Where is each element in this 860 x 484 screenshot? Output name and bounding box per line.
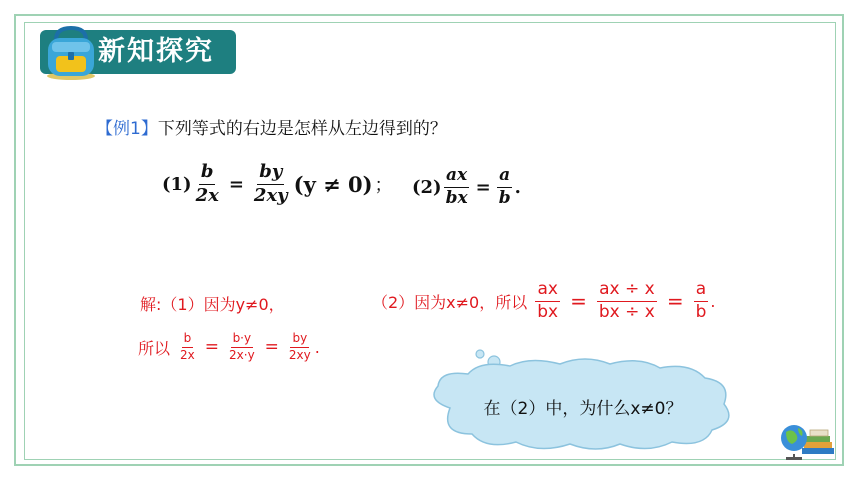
- sol1-f1-numerator: b: [182, 332, 194, 348]
- eq1-lhs-fraction: [194, 162, 221, 206]
- eq1-index: (1): [162, 173, 192, 195]
- question-line: [96, 114, 447, 139]
- solution-line-2: [138, 332, 320, 363]
- cloud-text-box: [438, 368, 728, 444]
- sol1-f1-denominator: 2x: [180, 347, 195, 362]
- sol1-fraction-1: [178, 332, 197, 363]
- eq1-equals: =: [228, 173, 244, 195]
- eq2-lhs-fraction: [444, 166, 470, 208]
- eq2-rhs-denominator: b: [498, 187, 511, 208]
- sol2-fraction-2: [597, 280, 657, 322]
- sol2-f2-denominator: bx ÷ x: [598, 301, 655, 322]
- solution-line-1: 解:（1）因为y≠0，: [140, 295, 285, 314]
- globe-books-icon: [780, 420, 836, 460]
- eq2-end: .: [514, 176, 521, 198]
- backpack-icon: [40, 22, 102, 80]
- eq2-rhs-numerator: a: [497, 166, 512, 188]
- equation-1: [162, 162, 393, 206]
- solution-part-2-prefix: （2）因为x≠0，所以: [372, 292, 528, 312]
- sol1-end: .: [314, 337, 320, 357]
- sol2-f3-numerator: a: [694, 280, 708, 302]
- eq2-index: (2): [412, 176, 442, 198]
- eq1-lhs-numerator: b: [199, 162, 216, 185]
- sol1-fraction-2: [227, 332, 257, 363]
- sol2-f1-denominator: bx: [537, 301, 559, 322]
- sol1-f2-denominator: 2x·y: [229, 347, 255, 362]
- equation-2: [412, 166, 521, 208]
- sol1-equals-1: =: [204, 337, 220, 358]
- eq2-lhs-denominator: bx: [445, 187, 468, 208]
- question-text: 下列等式的右边是怎样从左边得到的？: [157, 119, 447, 139]
- eq2-rhs-fraction: [497, 166, 513, 208]
- page-title: 新知探究: [98, 36, 214, 67]
- sol2-f1-numerator: ax: [535, 280, 559, 302]
- sol1-fraction-3: [287, 332, 313, 363]
- sol1-equals-2: =: [264, 337, 279, 358]
- sol1-f2-numerator: b·y: [231, 332, 254, 348]
- sol2-fraction-1: [535, 280, 560, 322]
- sol1-f3-numerator: by: [290, 332, 309, 348]
- sol2-equals-1: =: [570, 289, 587, 314]
- sol2-equals-2: =: [666, 289, 684, 314]
- eq1-condition: (y ≠ 0): [293, 171, 373, 197]
- sol1-f3-denominator: 2xy: [288, 347, 311, 362]
- solution-line-2-prefix: 所以: [138, 338, 171, 358]
- eq1-rhs-denominator: 2xy: [253, 184, 288, 206]
- eq1-rhs-numerator: by: [257, 162, 284, 185]
- eq1-end: ；: [374, 175, 393, 197]
- sol2-fraction-3: [694, 280, 709, 322]
- eq2-equals: =: [475, 176, 491, 198]
- eq1-lhs-denominator: 2x: [195, 184, 219, 206]
- sol2-f3-denominator: b: [695, 301, 707, 322]
- sol2-end: .: [710, 291, 716, 311]
- eq2-lhs-numerator: ax: [444, 166, 469, 188]
- cloud-question: 在（2）中，为什么x≠0？: [483, 398, 683, 419]
- example-label: 【例1】: [96, 119, 158, 139]
- sol2-f2-numerator: ax ÷ x: [597, 280, 657, 302]
- solution-part-2: [372, 280, 716, 322]
- eq1-rhs-fraction: [252, 162, 290, 206]
